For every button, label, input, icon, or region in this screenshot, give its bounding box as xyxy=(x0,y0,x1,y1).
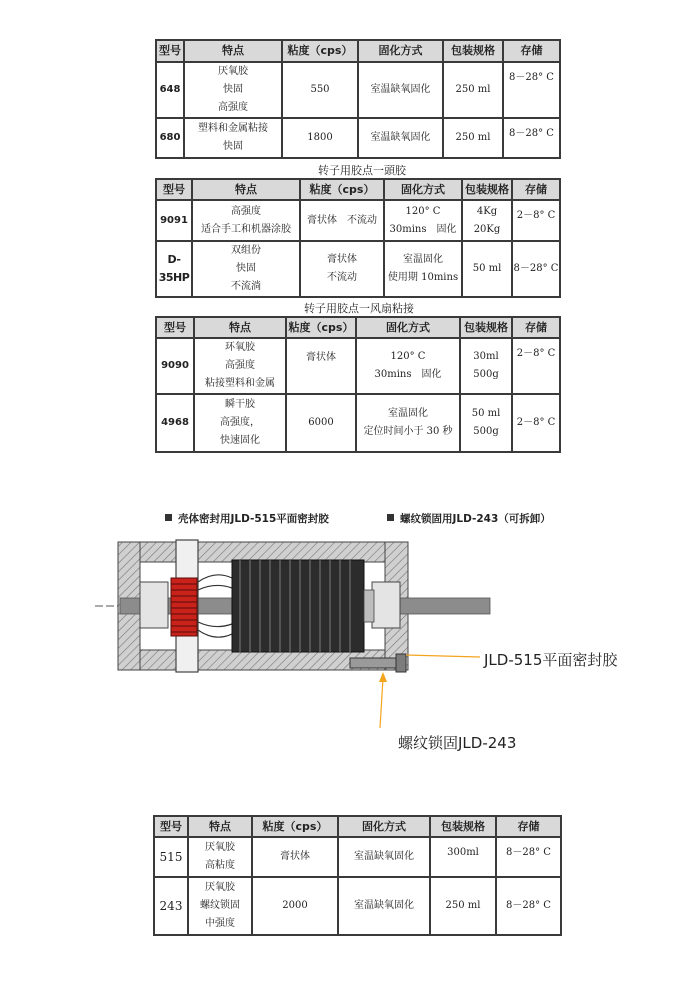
header-cell: 粘度（cps） xyxy=(300,179,384,200)
header-cell: 存储 xyxy=(496,816,561,837)
pack-line: 4Kg xyxy=(476,205,498,217)
cure-cell xyxy=(338,877,430,935)
pack-line: 300ml xyxy=(447,847,479,858)
feature-line: 快固 xyxy=(223,84,243,95)
feature-line: 环氧胶 xyxy=(225,342,255,353)
cure-cell xyxy=(356,338,460,394)
header-cell: 特点 xyxy=(194,317,286,338)
pack-cell xyxy=(460,394,512,452)
features-cell xyxy=(194,394,286,452)
table-header-row xyxy=(156,317,560,338)
features-cell xyxy=(192,200,300,241)
feature-line: 厌氧胶 xyxy=(218,66,248,77)
model-cell: 648 xyxy=(156,62,184,118)
header-cell: 固化方式 xyxy=(384,179,462,200)
table-row xyxy=(156,394,560,452)
features-cell xyxy=(188,877,252,935)
table-row xyxy=(156,62,560,118)
storage-cell: 8－28° C xyxy=(496,877,561,935)
storage-cell: 2－8° C xyxy=(512,394,560,452)
viscosity-line: 2000 xyxy=(282,900,308,911)
header-cell: 包装规格 xyxy=(443,40,503,62)
header-cell: 包装规格 xyxy=(430,816,496,837)
spec-table-3 xyxy=(155,316,561,453)
storage-cell: 2－8° C xyxy=(512,338,560,394)
viscosity-line: 膏状体 xyxy=(280,851,310,862)
feature-line: 厌氧胶 xyxy=(205,882,235,893)
storage-cell: 8－28° C xyxy=(512,241,560,297)
feature-line: 不流淌 xyxy=(231,281,261,292)
label-text: 壳体密封用JLD-515平面密封胶 xyxy=(178,513,329,525)
section-caption: 转子用胶点一风扇粘接 xyxy=(304,302,414,315)
cure-line: 室温缺氧固化 xyxy=(354,900,414,911)
header-cell: 固化方式 xyxy=(358,40,443,62)
pack-cell xyxy=(462,241,512,297)
right-shaft-collar xyxy=(364,590,374,622)
viscosity-cell xyxy=(286,338,356,394)
storage-cell: 8－28° C xyxy=(503,118,560,158)
model-cell: D-35HP xyxy=(156,241,192,297)
right-bearing xyxy=(372,582,400,628)
viscosity-cell xyxy=(252,877,338,935)
feature-line: 快固 xyxy=(223,141,243,152)
storage-cell: 8－28° C xyxy=(496,837,561,877)
cure-cell xyxy=(384,200,462,241)
cure-line: 室温固化 xyxy=(403,254,443,265)
header-cell: 粘度（cps） xyxy=(286,317,356,338)
model-cell: 515 xyxy=(154,837,188,877)
header-cell: 存储 xyxy=(503,40,560,62)
model-cell: 9091 xyxy=(156,200,192,241)
viscosity-line: 膏状体 xyxy=(306,352,336,363)
cure-line: 室温固化 xyxy=(388,408,428,419)
spec-table-4 xyxy=(153,815,562,936)
viscosity-cell xyxy=(300,200,384,241)
cure-line: 30mins 固化 xyxy=(374,369,442,380)
header-cell: 粘度（cps） xyxy=(252,816,338,837)
feature-line: 快固 xyxy=(236,263,256,274)
cure-line: 定位时间小于 30 秒 xyxy=(363,426,453,437)
pack-line: 500g xyxy=(473,369,499,380)
pack-line: 20Kg xyxy=(473,223,501,235)
spec-table-2 xyxy=(155,178,561,298)
viscosity-line: 膏状体 xyxy=(327,254,357,265)
header-cell: 特点 xyxy=(184,40,282,62)
storage-cell: 8－28° C xyxy=(503,62,560,118)
callout-jld-515: JLD-515平面密封胶 xyxy=(484,651,618,669)
feature-line: 中强度 xyxy=(205,918,235,929)
header-cell: 包装规格 xyxy=(460,317,512,338)
feature-line: 高强度 xyxy=(225,360,255,371)
model-cell: 4968 xyxy=(156,394,194,452)
cure-line: 30mins 固化 xyxy=(389,223,457,235)
viscosity-line: 550 xyxy=(310,84,330,95)
viscosity-line: 膏状体 不流动 xyxy=(307,214,377,226)
cure-cell xyxy=(358,118,443,158)
pack-line: 500g xyxy=(473,426,499,437)
cure-cell xyxy=(356,394,460,452)
pack-cell xyxy=(430,837,496,877)
table-row xyxy=(156,200,560,241)
commutator-gear xyxy=(171,578,197,636)
features-cell xyxy=(188,837,252,877)
feature-line: 快速固化 xyxy=(220,435,260,446)
callout-line-243 xyxy=(380,678,383,728)
features-cell xyxy=(194,338,286,394)
viscosity-line: 1800 xyxy=(307,132,333,143)
cure-line: 120° C xyxy=(405,205,441,217)
viscosity-cell xyxy=(286,394,356,452)
header-cell: 特点 xyxy=(192,179,300,200)
feature-line: 双组份 xyxy=(231,245,261,256)
locking-screw xyxy=(350,658,398,668)
pack-line: 250 ml xyxy=(455,84,491,95)
table-header-row xyxy=(154,816,561,837)
feature-line: 粘接塑料和金属 xyxy=(205,378,275,389)
section-caption: 转子用胶点一頭胶 xyxy=(318,164,406,177)
table-row xyxy=(154,837,561,877)
cure-cell xyxy=(358,62,443,118)
feature-line: 高强度 xyxy=(231,205,261,217)
callout-jld-243: 螺纹锁固JLD-243 xyxy=(398,734,517,752)
feature-line: 塑料和金属粘接 xyxy=(198,123,268,134)
pack-cell xyxy=(430,877,496,935)
storage-cell: 2－8° C xyxy=(512,200,560,241)
pack-cell xyxy=(443,118,503,158)
cure-line: 室温缺氧固化 xyxy=(354,851,414,862)
pack-line: 50 ml xyxy=(471,408,501,419)
cure-line: 室温缺氧固化 xyxy=(370,132,431,143)
header-cell: 固化方式 xyxy=(356,317,460,338)
feature-line: 高强度 xyxy=(218,102,248,113)
header-cell: 型号 xyxy=(154,816,188,837)
viscosity-cell xyxy=(300,241,384,297)
pack-line: 50 ml xyxy=(472,263,502,274)
cure-line: 室温缺氧固化 xyxy=(370,84,431,95)
cure-cell xyxy=(384,241,462,297)
viscosity-line: 不流动 xyxy=(327,272,357,283)
table-row xyxy=(156,338,560,394)
left-bearing xyxy=(140,582,168,628)
callout-line-515 xyxy=(406,655,480,657)
pack-cell xyxy=(443,62,503,118)
table-row xyxy=(156,241,560,297)
table-header-row xyxy=(156,179,560,200)
viscosity-cell xyxy=(252,837,338,877)
model-cell: 243 xyxy=(154,877,188,935)
feature-line: 高粘度 xyxy=(205,860,235,871)
feature-line: 厌氧胶 xyxy=(205,842,235,853)
screw-head xyxy=(396,654,406,672)
feature-line: 螺纹锁固 xyxy=(200,900,240,911)
viscosity-cell xyxy=(282,118,358,158)
cure-cell xyxy=(338,837,430,877)
viscosity-line: 6000 xyxy=(308,417,334,428)
cure-line: 使用期 10mins xyxy=(387,272,459,283)
feature-line: 瞬干胶 xyxy=(225,399,255,410)
model-cell: 9090 xyxy=(156,338,194,394)
features-cell xyxy=(184,118,282,158)
cure-line: 120° C xyxy=(390,351,426,362)
header-cell: 特点 xyxy=(188,816,252,837)
spec-table-1 xyxy=(155,39,561,159)
table-header-row xyxy=(156,40,560,62)
header-cell: 存储 xyxy=(512,179,560,200)
header-cell: 型号 xyxy=(156,40,184,62)
features-cell xyxy=(184,62,282,118)
features-cell xyxy=(192,241,300,297)
label-text: 螺纹锁固用JLD-243（可拆卸） xyxy=(400,513,551,525)
pack-line: 30ml xyxy=(473,351,499,362)
header-cell: 型号 xyxy=(156,317,194,338)
feature-line: 适合手工和机器涂胶 xyxy=(201,223,291,235)
table-row xyxy=(154,877,561,935)
feature-line: 高强度， xyxy=(220,417,260,428)
header-cell: 固化方式 xyxy=(338,816,430,837)
pack-cell xyxy=(462,200,512,241)
model-cell: 680 xyxy=(156,118,184,158)
pack-line: 250 ml xyxy=(455,132,491,143)
header-cell: 存储 xyxy=(512,317,560,338)
rotor-coil xyxy=(232,560,364,652)
table-row xyxy=(156,118,560,158)
header-cell: 粘度（cps） xyxy=(282,40,358,62)
pack-line: 250 ml xyxy=(445,900,481,911)
header-cell: 型号 xyxy=(156,179,192,200)
header-cell: 包装规格 xyxy=(462,179,512,200)
viscosity-cell xyxy=(282,62,358,118)
pack-cell xyxy=(460,338,512,394)
callout-arrow-icon xyxy=(379,672,387,682)
